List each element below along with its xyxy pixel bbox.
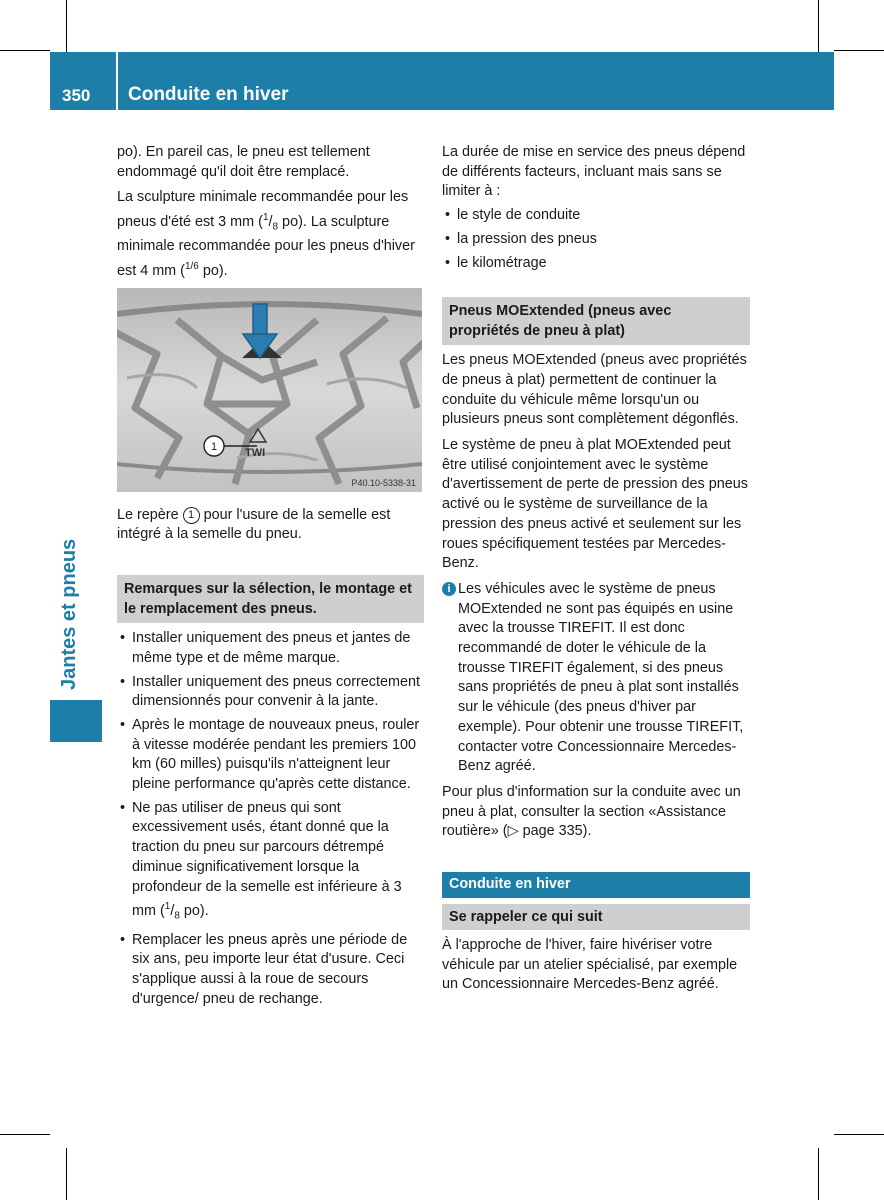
- crop-mark: [0, 1134, 50, 1135]
- crop-mark: [818, 0, 819, 52]
- fraction-slash: /: [170, 903, 175, 920]
- text: Le repère: [117, 506, 183, 523]
- right-column: [442, 143, 750, 1001]
- text: po).: [179, 903, 209, 920]
- marker-1: 1: [183, 507, 200, 524]
- tire-notes-list: [117, 629, 424, 1009]
- list-item: • le style de conduite: [442, 206, 750, 226]
- text: po). La sculpture minimale recommandée pour les pneus d'hiver est 4 mm (: [117, 213, 415, 279]
- figure-callout-1: 1: [210, 440, 218, 453]
- paragraph: Les pneus MOExtended (pneus avec propriétés de pneus à plat) permettent de continuer la conduite du véhicule même lorsqu'un ou plusieurs pneus sont complètement dégonflés.: [442, 352, 747, 428]
- section-title: Conduite en hiver: [442, 872, 750, 898]
- header-separator: [116, 52, 118, 110]
- list-item: • Installer uniquement des pneus et jantes de même type et de même marque.: [117, 629, 424, 668]
- paragraph: À l'approche de l'hiver, faire hivériser votre véhicule par un atelier spécialisé, par exemple un Concessionnaire Mercedes-Benz agréé.: [442, 936, 738, 993]
- fraction-num: 1: [164, 901, 171, 913]
- info-note: [442, 580, 750, 777]
- paragraph: Le système de pneu à plat MOExtended peut être utilisé conjointement avec le système d'avertissement de perte de pression des pneus activé ou le système de surveillance de la pression des pneus activé et seulement sur les roues spécifiquement testées par Mercedes-Benz.: [442, 437, 748, 572]
- fraction-num: 1: [262, 212, 269, 224]
- text: po).: [198, 262, 228, 279]
- list-item: • Remplacer les pneus après une période de six ans, peu importe leur état d'usure. Ceci s'applique aussi à la roue de secours d'urgence/ pneu de rechange.: [117, 931, 424, 1010]
- paragraph-tread-depth: [117, 188, 424, 281]
- text: La sculpture minimale recommandée pour les pneus d'été est 3 mm (: [117, 189, 409, 230]
- subsection-title: Se rappeler ce qui suit: [442, 904, 750, 930]
- page-number: 350: [62, 86, 91, 105]
- list-item: [117, 799, 424, 927]
- figure-code: P40.10-5338-31: [351, 477, 416, 488]
- crop-mark: [834, 50, 884, 51]
- list-item: • la pression des pneus: [442, 230, 750, 250]
- moextended-box-title: Pneus MOExtended (pneus avec propriétés de pneu à plat): [442, 297, 750, 345]
- paragraph: Pour plus d'information sur la conduite avec un pneu à plat, consulter la section «Assistance routière» (▷ page 335).: [442, 783, 741, 840]
- factors-list: [442, 206, 750, 273]
- notes-box-title: Remarques sur la sélection, le montage et le remplacement des pneus.: [117, 575, 424, 623]
- crop-mark: [66, 1148, 67, 1200]
- paragraph: La durée de mise en service des pneus dépend de différents facteurs, incluant mais sans se limiter à :: [442, 144, 746, 200]
- paragraph-wear-indicator: [117, 506, 424, 545]
- fraction-den: 8: [272, 221, 279, 233]
- twi-label: TWI: [245, 446, 266, 459]
- text: Ne pas utiliser de pneus qui sont excessivement usés, étant donné que la traction du pneu sur parcours détrempé diminue significativement lorsque la profondeur de la semelle est inférieure à 3 mm (: [132, 799, 402, 920]
- fraction: 1/6: [184, 261, 199, 273]
- side-tab-marker: [50, 700, 102, 742]
- left-column: [117, 143, 424, 1015]
- info-icon: i: [442, 582, 456, 596]
- list-item: • Après le montage de nouveaux pneus, rouler à vitesse modérée pendant les premiers 100 km (60 milles) puisqu'ils n'atteignent leur pleine performance qu'après cette distance.: [117, 716, 424, 795]
- crop-mark: [834, 1134, 884, 1135]
- list-item: • Installer uniquement des pneus correctement dimensionnés pour convenir à la jante.: [117, 673, 424, 712]
- list-item: • le kilométrage: [442, 254, 750, 274]
- info-text: Les véhicules avec le système de pneus MOExtended ne sont pas équipés en usine avec la trousse TIREFIT. Il est donc recommandé de doter le véhicule de la trousse TIREFIT également, si des pneus sans propriétés de pneu à plat sont installés sur le véhicule (des pneus d'hiver par exemple). Pour obtenir une trousse TIREFIT, contacter votre Concessionnaire Mercedes-Benz agréé.: [458, 580, 744, 775]
- fraction-slash: /: [268, 213, 273, 230]
- crop-mark: [818, 1148, 819, 1200]
- chapter-title: Conduite en hiver: [128, 84, 289, 105]
- tire-tread-figure: [117, 288, 422, 492]
- fraction-den: 8: [174, 910, 180, 922]
- crop-mark: [66, 0, 67, 52]
- side-tab-label: Jantes et pneus: [58, 538, 80, 690]
- paragraph: po). En pareil cas, le pneu est tellement endommagé qu'il doit être remplacé.: [117, 144, 370, 180]
- crop-mark: [0, 50, 50, 51]
- text: pour l'usure de la semelle est intégré à la semelle du pneu.: [117, 506, 391, 543]
